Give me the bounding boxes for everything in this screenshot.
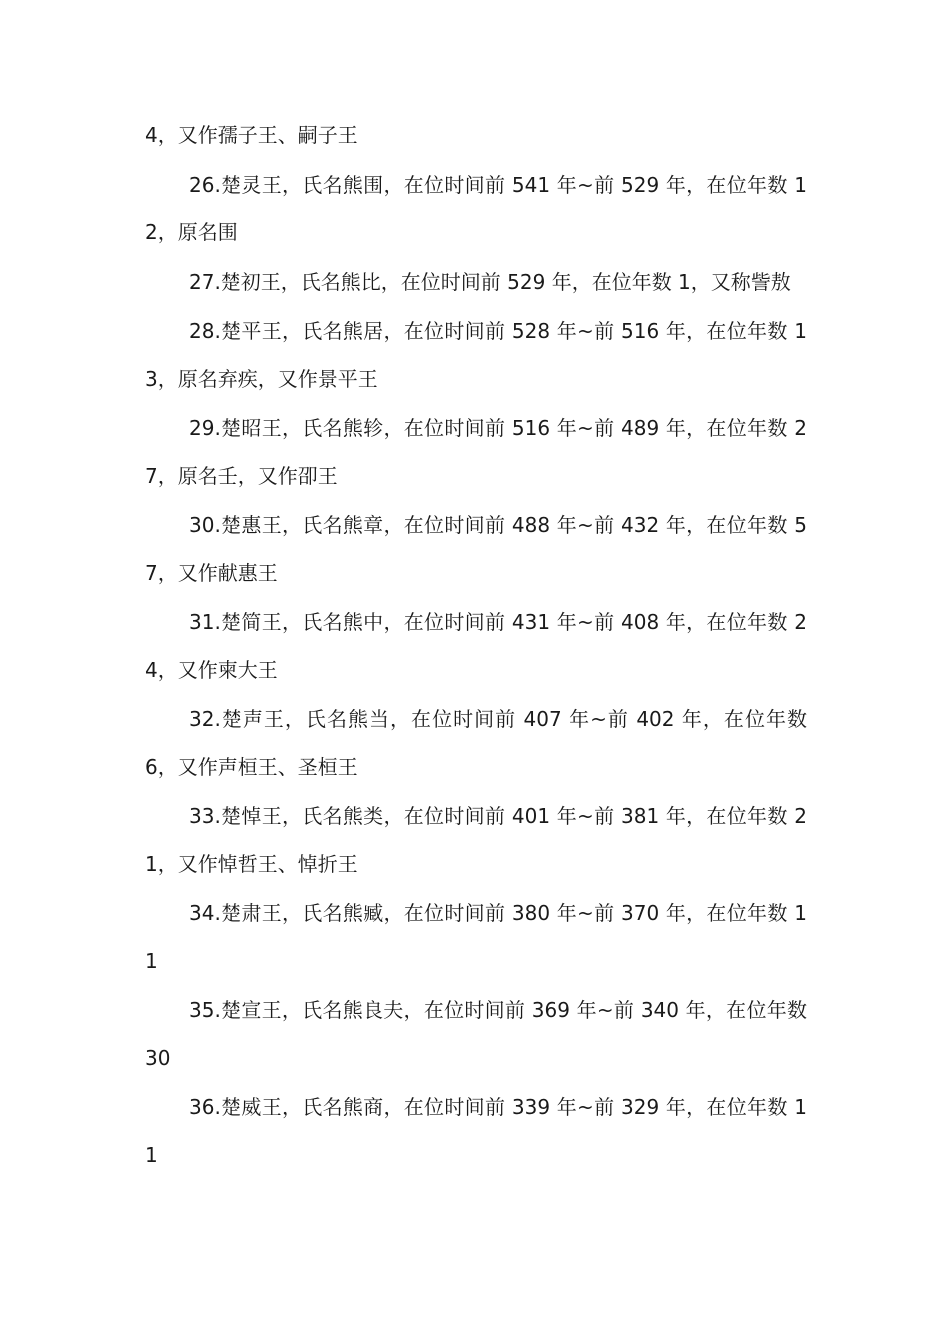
paragraph-king-32: 32.楚声王，氏名熊当，在位时间前 407 年~前 402 年，在位年数 6，又作声桓王、圣桓王 (145, 707, 807, 779)
paragraph-king-26: 26.楚灵王，氏名熊围，在位时间前 541 年~前 529 年，在位年数 12，原名围 (145, 172, 807, 244)
paragraph-king-33: 33.楚悼王，氏名熊类，在位时间前 401 年~前 381 年，在位年数 21，又作悼哲王、悼折王 (145, 804, 807, 876)
paragraph-king-28: 28.楚平王，氏名熊居，在位时间前 528 年~前 516 年，在位年数 13，原名弃疾，又作景平王 (145, 319, 807, 391)
paragraph-king-29: 29.楚昭王，氏名熊轸，在位时间前 516 年~前 489 年，在位年数 27，原名壬，又作卲王 (145, 416, 807, 488)
paragraph-king-34: 34.楚肃王，氏名熊臧，在位时间前 380 年~前 370 年，在位年数 11 (145, 901, 807, 973)
paragraph-continued: 4，又作孺子王、嗣子王 (145, 123, 358, 147)
paragraph-king-27: 27.楚初王，氏名熊比，在位时间前 529 年，在位年数 1，又称訾敖 (189, 269, 791, 294)
paragraph-king-31: 31.楚简王，氏名熊中，在位时间前 431 年~前 408 年，在位年数 24，又作柬大王 (145, 610, 807, 682)
paragraph-king-36: 36.楚威王，氏名熊商，在位时间前 339 年~前 329 年，在位年数 11 (145, 1095, 807, 1167)
paragraph-king-30: 30.楚惠王，氏名熊章，在位时间前 488 年~前 432 年，在位年数 57，又作献惠王 (145, 513, 807, 585)
document-body (145, 112, 807, 1179)
paragraph-king-35: 35.楚宣王，氏名熊良夫，在位时间前 369 年~前 340 年，在位年数 30 (145, 998, 807, 1070)
